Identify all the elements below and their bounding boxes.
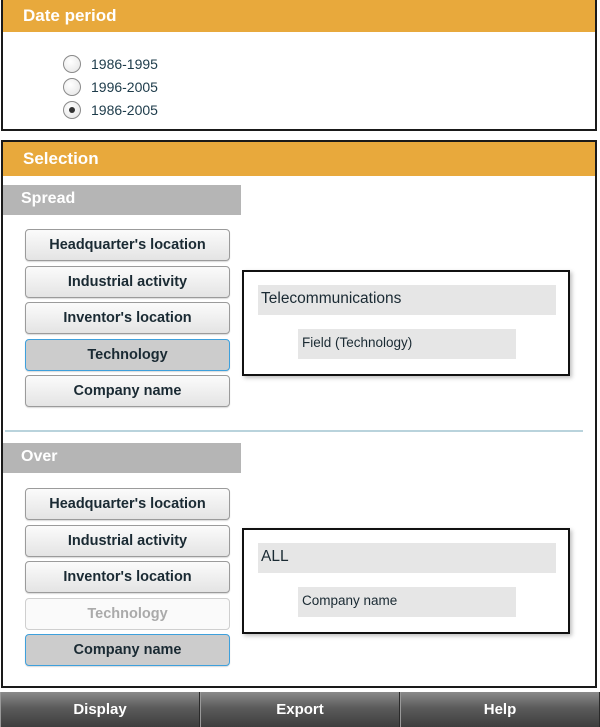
date-period-panel [1,0,597,131]
over-result-box [242,528,570,634]
over-button-group [25,488,230,671]
spread-result-box [242,270,570,376]
selection-panel [1,140,597,688]
over-result-field: Company name [298,587,516,617]
date-option-1986-1995[interactable] [63,52,158,75]
selection-title: Selection [3,142,595,176]
date-option-1986-2005[interactable] [63,98,158,121]
over-industrial-activity-button[interactable]: Industrial activity [25,525,230,557]
spread-button-group [25,229,230,412]
spread-company-name-button[interactable]: Company name [25,375,230,407]
export-button[interactable]: Export [200,692,400,727]
over-headquarters-button[interactable]: Headquarter's location [25,488,230,520]
radio-button[interactable] [63,78,81,96]
over-result-value: ALL [258,543,556,573]
date-option-1996-2005[interactable] [63,75,158,98]
footer-toolbar [0,692,600,727]
spread-industrial-activity-button[interactable]: Industrial activity [25,266,230,298]
spread-result-value: Telecommunications [258,285,556,315]
date-period-options [63,52,158,121]
display-button[interactable]: Display [0,692,200,727]
spread-inventor-location-button[interactable]: Inventor's location [25,302,230,334]
spread-technology-button[interactable]: Technology [25,339,230,371]
over-technology-button[interactable]: Technology [25,598,230,630]
radio-label: 1996-2005 [91,78,158,95]
spread-result-field: Field (Technology) [298,329,516,359]
help-button[interactable]: Help [400,692,600,727]
radio-label: 1986-2005 [91,101,158,118]
over-company-name-button[interactable]: Company name [25,634,230,666]
spread-headquarters-button[interactable]: Headquarter's location [25,229,230,261]
radio-button[interactable] [63,55,81,73]
over-inventor-location-button[interactable]: Inventor's location [25,561,230,593]
spread-label: Spread [3,185,241,215]
over-label: Over [3,443,241,473]
radio-button-checked[interactable] [63,101,81,119]
radio-label: 1986-1995 [91,55,158,72]
section-divider [5,430,583,432]
date-period-title: Date period [3,0,595,32]
